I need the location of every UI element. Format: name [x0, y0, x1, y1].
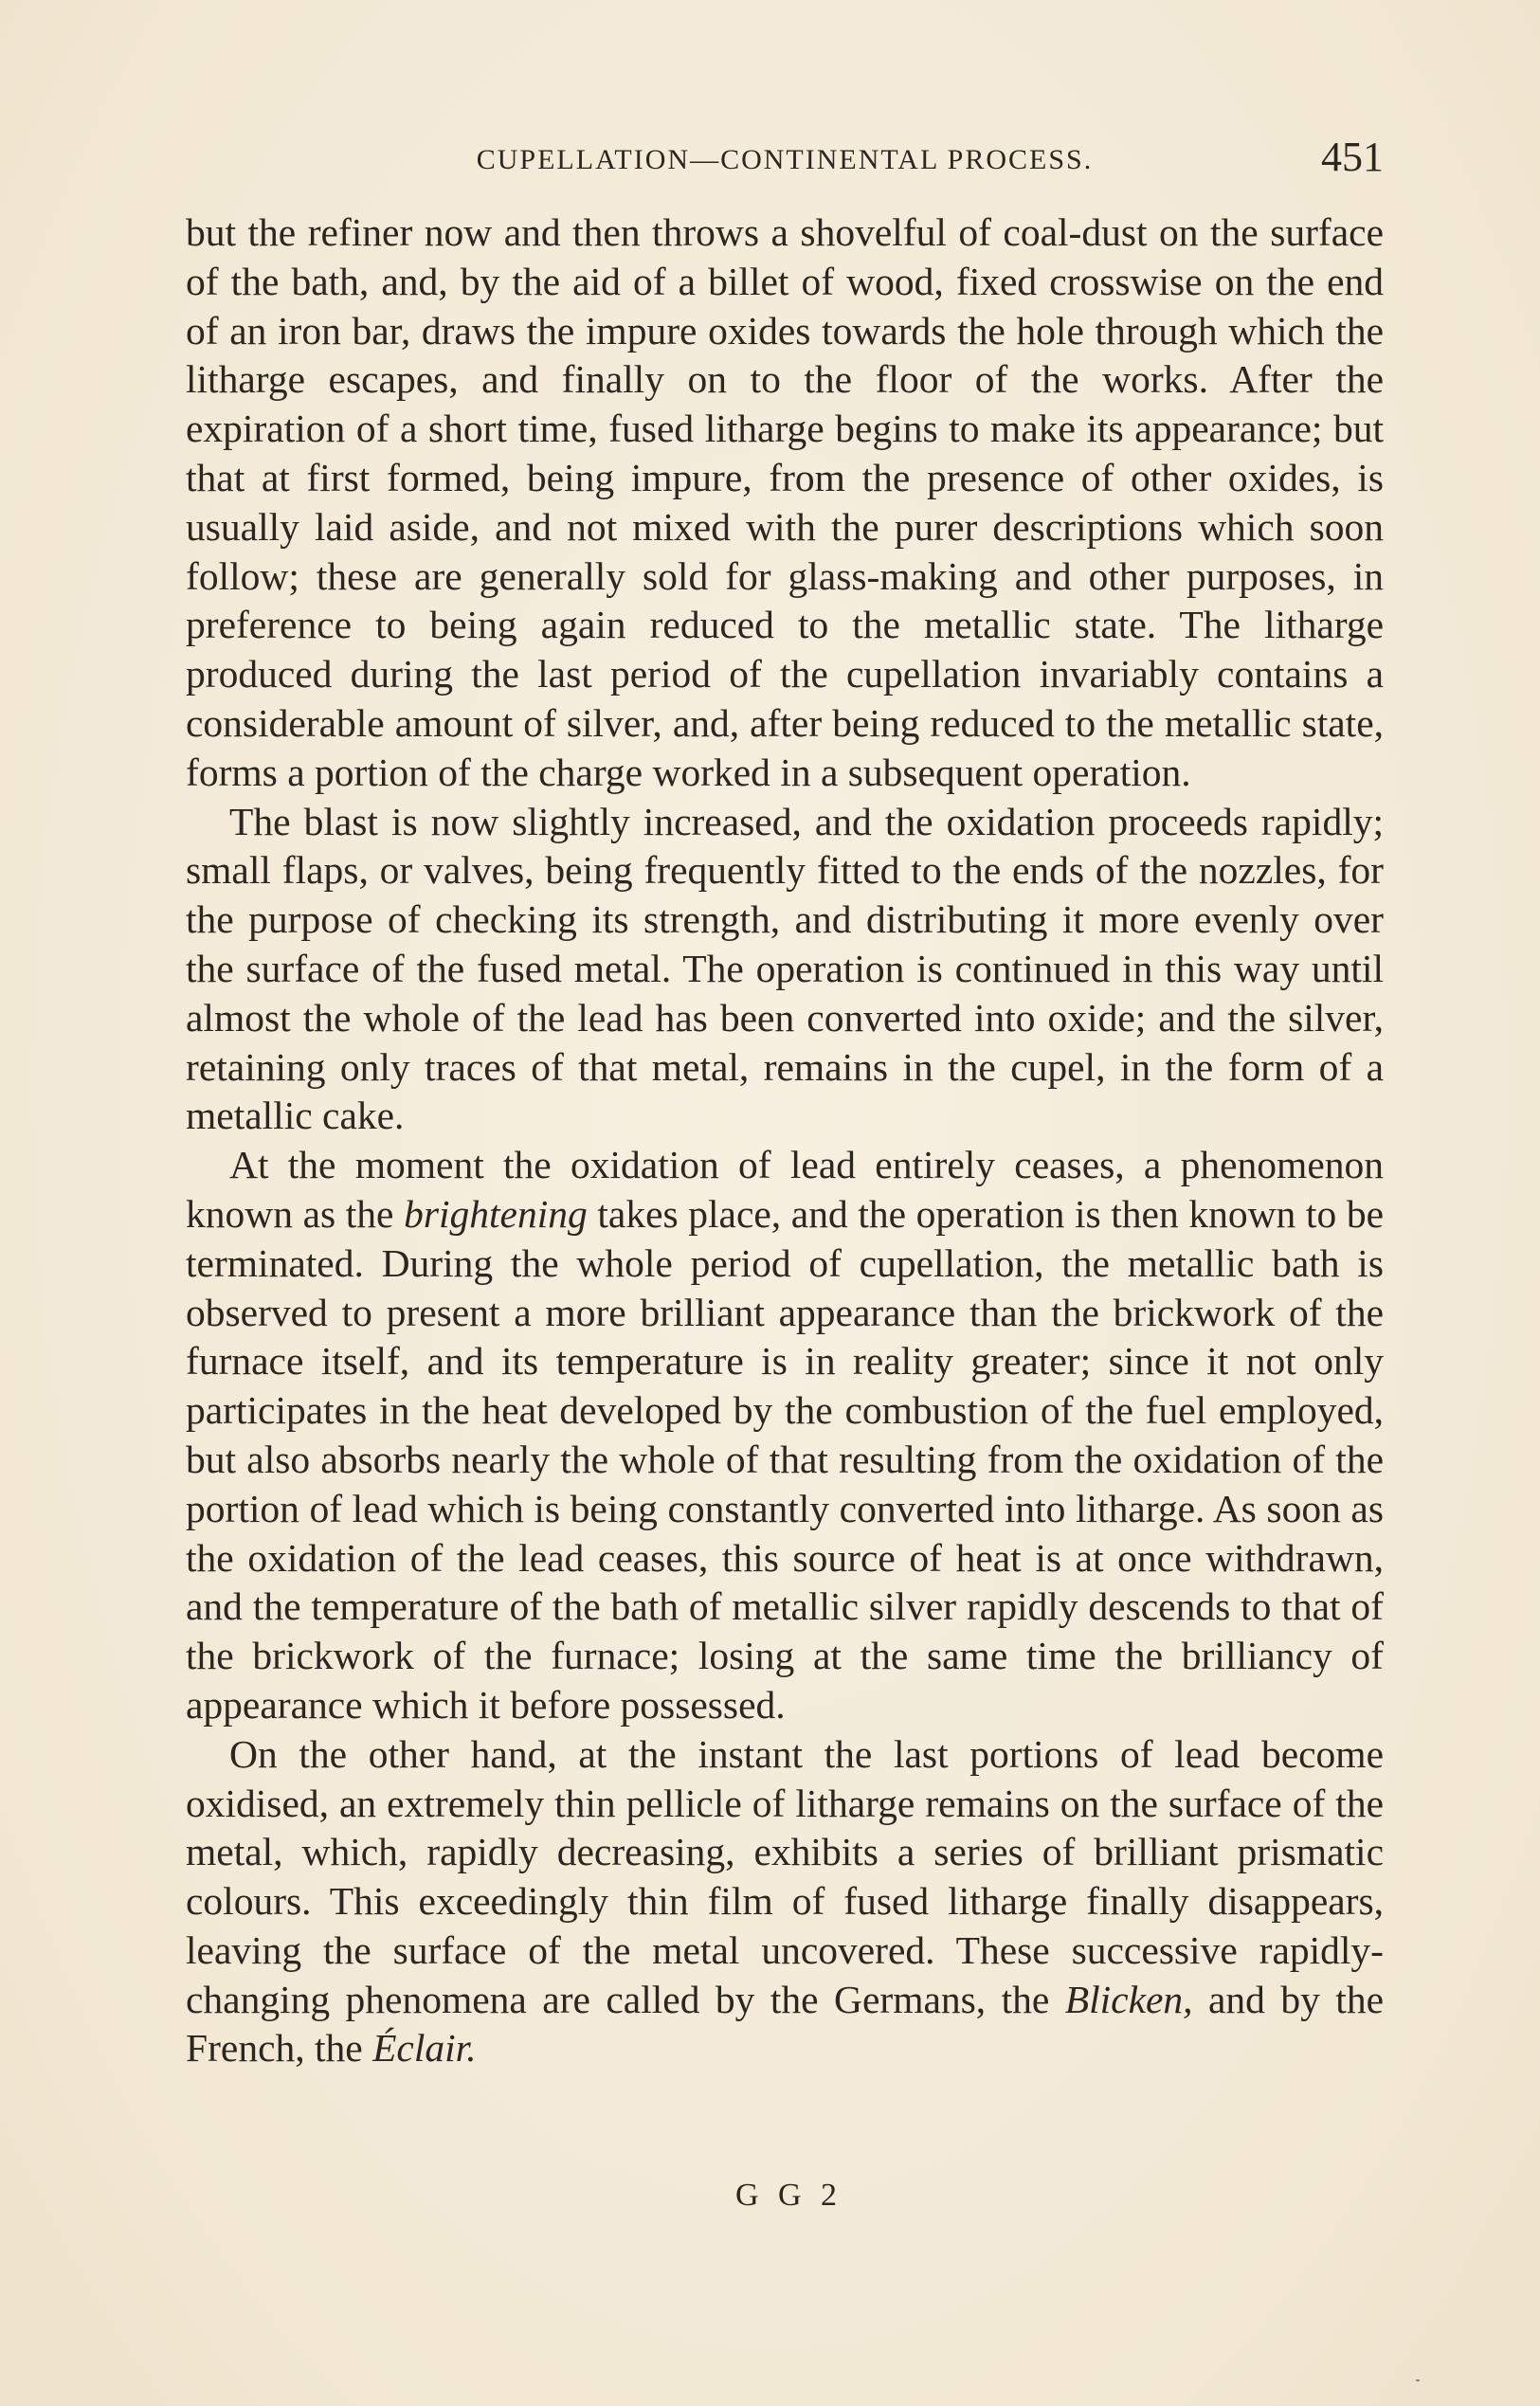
paragraph-4	[186, 1730, 1384, 2074]
italic-term-eclair: Éclair.	[372, 2026, 477, 2071]
paragraph-3	[186, 1141, 1384, 1730]
italic-term-brightening: brightening	[404, 1191, 588, 1236]
paragraph-4-text-a: On the other hand, at the instant the last portions of lead become oxidised, an extremely thin pellicle of litharge remains on the surface of the metal, which, rapidly decreasing, exhibits a series of brilliant prismatic colours. This exceedingly thin film of fused litharge finally disappears, leaving the surface of the metal uncovered. These successive rapidly-changing phenomena are called by the Germans, the	[186, 1731, 1384, 2021]
paragraph-3-text-b: takes place, and the operation is then known to be terminated. During the whole period of cupellation, the metallic bath is observed to present a more brilliant appearance than the brickwork of the furnace itself, and its temperature is in reality greater; since it not only participates in the heat developed by the combustion of the fuel employed, but also absorbs nearly the whole of that resulting from the oxidation of the portion of lead which is being constantly converted into litharge. As soon as the oxidation of the lead ceases, this source of heat is at once withdrawn, and the temperature of the bath of metallic silver rapidly descends to that of the brickwork of the furnace; losing at the same time the brilliancy of appearance which it before possessed.	[186, 1191, 1384, 1727]
page-number: 451	[1321, 134, 1384, 180]
body-text	[186, 208, 1384, 2073]
running-title: CUPELLATION—CONTINENTAL PROCESS.	[476, 144, 1094, 175]
paragraph-1: but the refiner now and then throws a shovelful of coal-dust on the surface of the bath, and, by the aid of a billet of wood, fixed crosswise on the end of an iron bar, draws the impure oxides towards the hole through which the litharge escapes, and finally on to the floor of the works. After the expiration of a short time, fused litharge begins to make its appearance; but that at first formed, being impure, from the presence of other oxides, is usually laid aside, and not mixed with the purer descriptions which soon follow; these are generally sold for glass-making and other purposes, in preference to being again reduced to the metallic state. The litharge produced during the last period of the cupellation invariably contains a considerable amount of silver, and, after being reduced to the metallic state, forms a portion of the charge worked in a subsequent operation.	[186, 210, 1384, 794]
paragraph-2: The blast is now slightly increased, and the oxidation proceeds rapidly; small flaps, or valves, being frequently fitted to the ends of the nozzles, for the purpose of checking its strength, and distributing it more evenly over the surface of the fused metal. The operation is continued in this way until almost the whole of the lead has been converted into oxide; and the silver, retaining only traces of that metal, remains in the cupel, in the form of a metallic cake.	[186, 799, 1384, 1138]
signature-mark: G G 2	[734, 2178, 843, 2213]
italic-term-blicken: Blicken,	[1064, 1977, 1193, 2021]
paragraph-4-text-b: and by the French, the	[186, 1977, 1384, 2071]
running-head	[186, 133, 1384, 190]
paragraph-3-text-a: At the moment the oxidation of lead entirely ceases, a phenomenon known as the	[186, 1143, 1384, 1236]
paper-speck	[1416, 2379, 1420, 2381]
